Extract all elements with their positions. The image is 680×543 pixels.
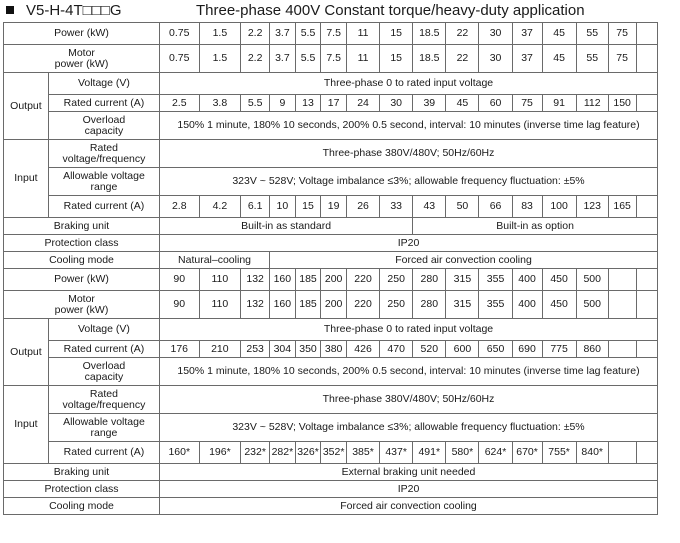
output-voltage: Three-phase 0 to rated input voltage [160,319,658,341]
power-value: 2.2 [241,23,270,45]
motor-power-value: 75 [608,45,636,73]
input-current-value: 10 [270,196,296,218]
rated-vf-label: Rated voltage/frequency [48,386,159,414]
input-current-value: 15 [295,196,321,218]
power-label: Power (kW) [4,23,160,45]
table-row [4,196,658,218]
output-current-value: 112 [576,95,608,112]
table-row [4,168,658,196]
protection-label: Protection class [4,235,160,252]
output-current-value: 2.5 [160,95,200,112]
spec-table-body [4,23,658,515]
table-row [4,358,658,386]
cooling-forced: Forced air convection cooling [160,498,658,515]
title-description: Three-phase 400V Constant torque/heavy-duty application [196,2,585,19]
power-value: 45 [542,23,576,45]
output-current-value: 75 [512,95,542,112]
power-value: 1.5 [199,23,241,45]
table-row [4,45,658,73]
square-bullet-icon [6,6,14,14]
input-current-value: 624* [479,442,512,464]
output-current-value: 60 [479,95,512,112]
voltage-label: Voltage (V) [48,319,159,341]
power-value: 3.7 [270,23,296,45]
cooling-forced: Forced air convection cooling [270,252,658,269]
motor-power-value: 185 [295,291,321,319]
input-current-value: 282* [270,442,296,464]
power-value: 37 [512,23,542,45]
output-current-value: 24 [346,95,379,112]
overload-capacity: 150% 1 minute, 180% 10 seconds, 200% 0.5 second, interval: 10 minutes (inverse time lag feature) [160,358,658,386]
input-current-value: 840* [576,442,608,464]
rated-current-label: Rated current (A) [48,341,159,358]
output-current-value: 650 [479,341,512,358]
motor-power-value: 55 [576,45,608,73]
table-row [4,442,658,464]
output-current-value: 45 [446,95,479,112]
input-current-label: Rated current (A) [48,196,159,218]
output-current-value: 253 [241,341,270,358]
output-current-value: 91 [542,95,576,112]
motor-power-value: 200 [321,291,347,319]
motor-power-value: 3.7 [270,45,296,73]
power-value: 110 [199,269,241,291]
rated-current-label: Rated current (A) [48,95,159,112]
table-row [4,23,658,45]
output-current-value: 150 [608,95,636,112]
motor-power-value: 400 [512,291,542,319]
allow-vr: 323V ~ 528V; Voltage imbalance ≤3%; allowable frequency fluctuation: ±5% [160,414,658,442]
input-current-value: 491* [413,442,446,464]
input-current-value: 755* [542,442,576,464]
power-value: 400 [512,269,542,291]
motor-power-value: 2.2 [241,45,270,73]
power-value: 22 [446,23,479,45]
table-row [4,73,658,95]
empty-cell [608,341,636,358]
input-current-value: 33 [380,196,413,218]
input-current-value: 385* [346,442,379,464]
table-row [4,140,658,168]
power-value: 30 [479,23,512,45]
input-current-value: 26 [346,196,379,218]
braking-external: External braking unit needed [160,464,658,481]
table-row [4,414,658,442]
table-row [4,252,658,269]
cooling-label: Cooling mode [4,498,160,515]
table-row [4,319,658,341]
output-current-value: 5.5 [241,95,270,112]
input-current-value: 580* [446,442,479,464]
power-value: 185 [295,269,321,291]
motor-power-value: 5.5 [295,45,321,73]
motor-power-value: 0.75 [160,45,200,73]
power-value: 7.5 [321,23,347,45]
table-row [4,464,658,481]
motor-power-value: 90 [160,291,200,319]
rated-vf-label: Rated voltage/frequency [48,140,159,168]
table-row [4,386,658,414]
table-row [4,269,658,291]
power-label: Power (kW) [4,269,160,291]
power-value: 160 [270,269,296,291]
motor-power-value: 315 [446,291,479,319]
input-group-label: Input [4,140,49,218]
motor-power-value: 250 [380,291,413,319]
power-value: 11 [346,23,379,45]
braking-standard: Built-in as standard [160,218,413,235]
braking-label: Braking unit [4,218,160,235]
motor-power-value: 37 [512,45,542,73]
input-current-value: 232* [241,442,270,464]
motor-power-value: 30 [479,45,512,73]
input-current-value: 4.2 [199,196,241,218]
input-current-value: 165 [608,196,636,218]
output-current-value: 3.8 [199,95,241,112]
output-voltage: Three-phase 0 to rated input voltage [160,73,658,95]
overload-label: Overload capacity [48,112,159,140]
empty-cell [608,291,636,319]
input-current-value: 123 [576,196,608,218]
output-current-value: 9 [270,95,296,112]
motor-power-value: 22 [446,45,479,73]
input-current-label: Rated current (A) [48,442,159,464]
table-row [4,341,658,358]
output-current-value: 39 [413,95,446,112]
empty-cell [636,196,657,218]
motor-power-value: 355 [479,291,512,319]
motor-power-value: 18.5 [413,45,446,73]
empty-cell [636,95,657,112]
table-row [4,291,658,319]
input-current-value: 66 [479,196,512,218]
motor-power-label: Motor power (kW) [4,291,160,319]
motor-power-value: 450 [542,291,576,319]
cooling-label: Cooling mode [4,252,160,269]
model-code: V5-H-4T□□□G [26,2,122,19]
power-value: 280 [413,269,446,291]
output-current-value: 176 [160,341,200,358]
power-value: 18.5 [413,23,446,45]
input-current-value: 83 [512,196,542,218]
empty-cell [636,269,657,291]
motor-power-value: 45 [542,45,576,73]
output-current-value: 380 [321,341,347,358]
output-current-value: 210 [199,341,241,358]
braking-option: Built-in as option [413,218,658,235]
output-current-value: 304 [270,341,296,358]
power-value: 15 [380,23,413,45]
power-value: 0.75 [160,23,200,45]
power-value: 355 [479,269,512,291]
output-current-value: 775 [542,341,576,358]
allow-vr-label: Allowable voltage range [48,168,159,196]
empty-cell [636,291,657,319]
input-current-value: 100 [542,196,576,218]
table-row [4,112,658,140]
power-value: 220 [346,269,379,291]
input-current-value: 326* [295,442,321,464]
allow-vr-label: Allowable voltage range [48,414,159,442]
output-current-value: 520 [413,341,446,358]
output-current-value: 30 [380,95,413,112]
power-value: 250 [380,269,413,291]
output-current-value: 13 [295,95,321,112]
output-current-value: 690 [512,341,542,358]
table-row [4,498,658,515]
motor-power-value: 15 [380,45,413,73]
empty-cell [636,23,657,45]
spec-table [3,22,658,515]
empty-cell [636,442,657,464]
power-value: 450 [542,269,576,291]
input-current-value: 2.8 [160,196,200,218]
table-row [4,235,658,252]
input-group-label: Input [4,386,49,464]
empty-cell [636,45,657,73]
braking-label: Braking unit [4,464,160,481]
input-current-value: 43 [413,196,446,218]
rated-vf: Three-phase 380V/480V; 50Hz/60Hz [160,386,658,414]
motor-power-value: 500 [576,291,608,319]
power-value: 75 [608,23,636,45]
protection-label: Protection class [4,481,160,498]
output-current-value: 17 [321,95,347,112]
output-current-value: 426 [346,341,379,358]
voltage-label: Voltage (V) [48,73,159,95]
motor-power-value: 132 [241,291,270,319]
protection-class: IP20 [160,235,658,252]
rated-vf: Three-phase 380V/480V; 50Hz/60Hz [160,140,658,168]
table-row [4,481,658,498]
power-value: 200 [321,269,347,291]
power-value: 5.5 [295,23,321,45]
cooling-natural: Natural–cooling [160,252,270,269]
motor-power-label: Motor power (kW) [4,45,160,73]
power-value: 90 [160,269,200,291]
motor-power-value: 110 [199,291,241,319]
power-value: 500 [576,269,608,291]
output-group-label: Output [4,73,49,140]
protection-class: IP20 [160,481,658,498]
overload-capacity: 150% 1 minute, 180% 10 seconds, 200% 0.5 second, interval: 10 minutes (inverse time lag feature) [160,112,658,140]
power-value: 55 [576,23,608,45]
motor-power-value: 7.5 [321,45,347,73]
page-title [0,0,680,22]
table-row [4,218,658,235]
motor-power-value: 11 [346,45,379,73]
power-value: 132 [241,269,270,291]
input-current-value: 6.1 [241,196,270,218]
output-current-value: 600 [446,341,479,358]
output-group-label: Output [4,319,49,386]
motor-power-value: 280 [413,291,446,319]
output-current-value: 860 [576,341,608,358]
input-current-value: 437* [380,442,413,464]
empty-cell [608,442,636,464]
power-value: 315 [446,269,479,291]
input-current-value: 670* [512,442,542,464]
input-current-value: 352* [321,442,347,464]
table-row [4,95,658,112]
input-current-value: 50 [446,196,479,218]
empty-cell [608,269,636,291]
motor-power-value: 1.5 [199,45,241,73]
output-current-value: 350 [295,341,321,358]
input-current-value: 196* [199,442,241,464]
motor-power-value: 220 [346,291,379,319]
output-current-value: 470 [380,341,413,358]
overload-label: Overload capacity [48,358,159,386]
motor-power-value: 160 [270,291,296,319]
input-current-value: 160* [160,442,200,464]
input-current-value: 19 [321,196,347,218]
allow-vr: 323V ~ 528V; Voltage imbalance ≤3%; allowable frequency fluctuation: ±5% [160,168,658,196]
empty-cell [636,341,657,358]
